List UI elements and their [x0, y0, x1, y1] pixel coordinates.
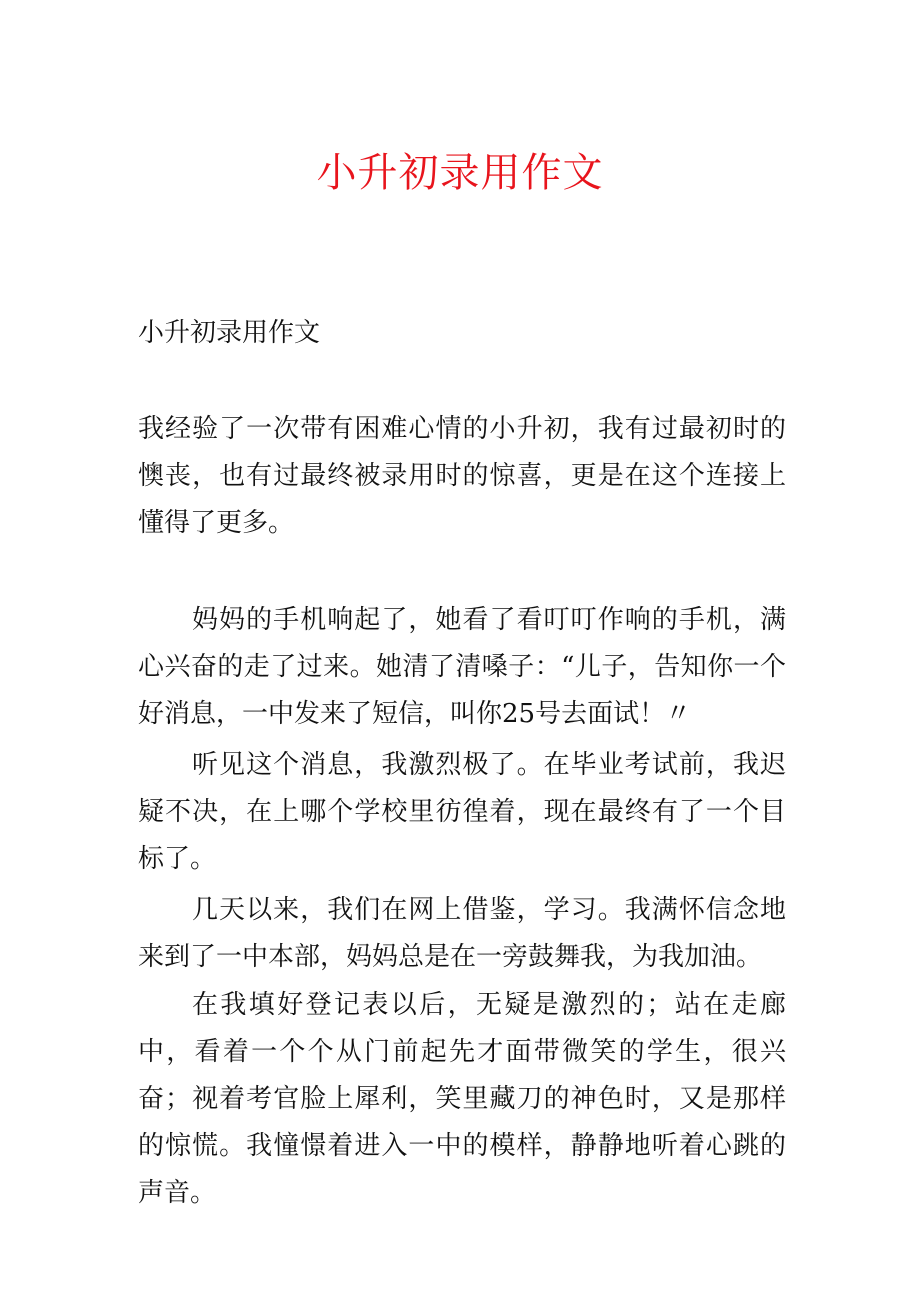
paragraph-1: 我经验了一次带有困难心情的小升初，我有过最初时的懊丧，也有过最终被录用时的惊喜，更是在这个连接上懂得了更多。 — [138, 414, 786, 538]
document-subtitle: 小升初录用作文 — [138, 318, 321, 348]
document-title: 小升初录用作文 — [316, 150, 604, 196]
paragraph-3: 听见这个消息，我激烈极了。在毕业考试前，我迟疑不决，在上哪个学校里彷徨着，现在最终有了一个目标了。 — [138, 750, 786, 874]
paragraph-5: 在我填好登记表以后，无疑是激烈的；站在走廊中，看着一个个从门前起先才面带微笑的学生，很兴奋；视着考官脸上犀利，笑里藏刀的神色时，又是那样的惊慌。我憧憬着进入一中的模样，静静地听着心跳的声音。 — [138, 990, 786, 1208]
paragraph-2: 妈妈的手机响起了，她看了看叮叮作响的手机，满心兴奋的走了过来。她清了清嗓子：“儿子，告知你一个好消息，一中发来了短信，叫你25号去面试！〃 — [138, 605, 786, 729]
paragraph-4: 几天以来，我们在网上借鉴，学习。我满怀信念地来到了一中本部，妈妈总是在一旁鼓舞我，为我加油。 — [138, 895, 786, 972]
